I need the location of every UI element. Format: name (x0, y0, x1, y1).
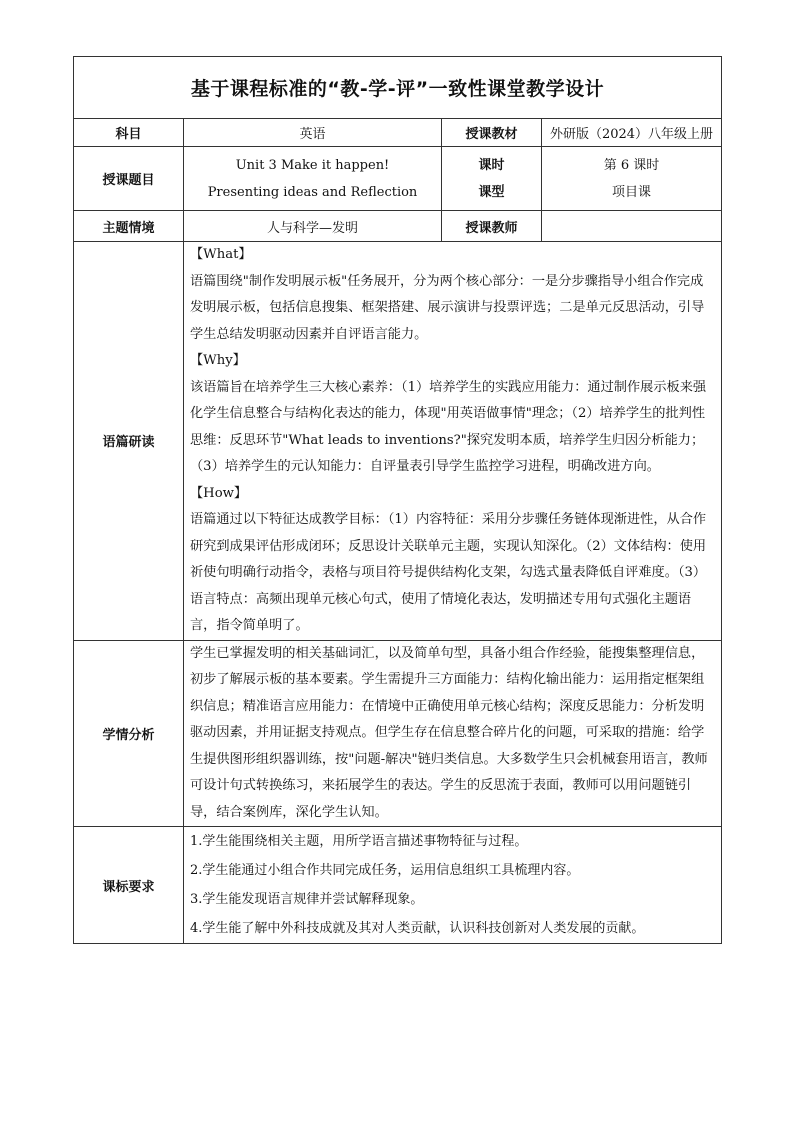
type-label: 课型 (478, 184, 505, 200)
curriculum-standards-content (184, 827, 722, 944)
learner-analysis-content (184, 640, 722, 827)
period-label: 课时 (478, 157, 505, 173)
why-heading: 【Why】 (190, 353, 246, 368)
standard-item-4: 4.学生能了解中外科技成就及其对人类贡献，认识科技创新对人类发展的贡献。 (190, 921, 645, 936)
topic-line-1: Unit 3 Make it happen! (235, 157, 390, 173)
period-value: 第 6 课时 (603, 157, 660, 173)
standard-item-1: 1.学生能围绕相关主题，用所学语言描述事物特征与过程。 (190, 834, 528, 849)
document-title: 基于课程标准的“教-学-评”一致性课堂教学设计 (74, 57, 722, 119)
teacher-value (542, 211, 722, 242)
how-heading: 【How】 (190, 485, 248, 501)
material-label: 授课教材 (442, 119, 542, 147)
how-paragraph: 语篇通过以下特征达成教学目标：（1）内容特征：采用分步骤任务链体现渐进性，从合作研究到成果评估形成闭环；反思设计关联单元主题，实现认知深化。（2）文体结构：使用祈使句明确行动指令，表格与项目符号提供结构化支架，勾选式量表降低自评难度。（3）语言特点：高频出现单元核心句式，使用了情境化表达，发明描述专用句式强化主题语言，指令简单明了。 (190, 512, 707, 633)
teacher-label: 授课教师 (442, 211, 542, 242)
subject-label: 科目 (74, 119, 184, 147)
learner-analysis-paragraph: 学生已掌握发明的相关基础词汇，以及简单句型，具备小组合作经验，能搜集整理信息，初步了解展示板的基本要素。学生需提升三方面能力：结构化输出能力：运用指定框架组织信息；精准语言应用能力：在情境中正确使用单元核心结构；深度反思能力：分析发明驱动因素，并用证据支持观点。但学生存在信息整合碎片化的问题，可采取的措施：给学生提供图形组织器训练，按"问题-解决"链归类信息。大多数学生只会机械套用语言，教师可设计句式转换练习，来拓展学生的表达。学生的反思流于表面，教师可以用问题链引导，结合案例库，深化学生认知。 (190, 645, 708, 820)
lesson-plan-table (73, 56, 722, 944)
theme-value: 人与科学—发明 (184, 211, 442, 242)
topic-cell (184, 147, 442, 211)
text-analysis-label: 语篇研读 (74, 242, 184, 641)
topic-label: 授课题目 (74, 147, 184, 211)
type-value: 项目课 (611, 184, 651, 200)
topic-line-2: Presenting ideas and Reflection (207, 184, 418, 200)
curriculum-standards-label: 课标要求 (74, 827, 184, 944)
period-type-value-cell (542, 147, 722, 211)
theme-label: 主题情境 (74, 211, 184, 242)
standard-item-3: 3.学生能发现语言规律并尝试解释现象。 (190, 892, 424, 907)
period-type-label-cell (442, 147, 542, 211)
text-analysis-content (184, 242, 722, 641)
why-paragraph: 该语篇旨在培养学生三大核心素养：（1）培养学生的实践应用能力：通过制作展示板来强化学生信息整合与结构化表达的能力，体现"用英语做事情"理念；（2）培养学生的批判性思维：反思环节"What leads to inventions?"探究发明本质，培养学生归因分析能力；（3）培养学生的元认知能力：自评量表引导学生监控学习进程，明确改进方向。 (190, 379, 707, 474)
what-heading: 【What】 (190, 247, 252, 262)
standard-item-2: 2.学生能通过小组合作共同完成任务，运用信息组织工具梳理内容。 (190, 863, 580, 878)
learner-analysis-label: 学情分析 (74, 640, 184, 827)
subject-value: 英语 (184, 119, 442, 147)
what-paragraph: 语篇围绕"制作发明展示板"任务展开，分为两个核心部分：一是分步骤指导小组合作完成发明展示板，包括信息搜集、框架搭建、展示演讲与投票评选；二是单元反思活动，引导学生总结发明驱动因素并自评语言能力。 (190, 273, 705, 342)
material-value: 外研版（2024）八年级上册 (542, 119, 722, 147)
